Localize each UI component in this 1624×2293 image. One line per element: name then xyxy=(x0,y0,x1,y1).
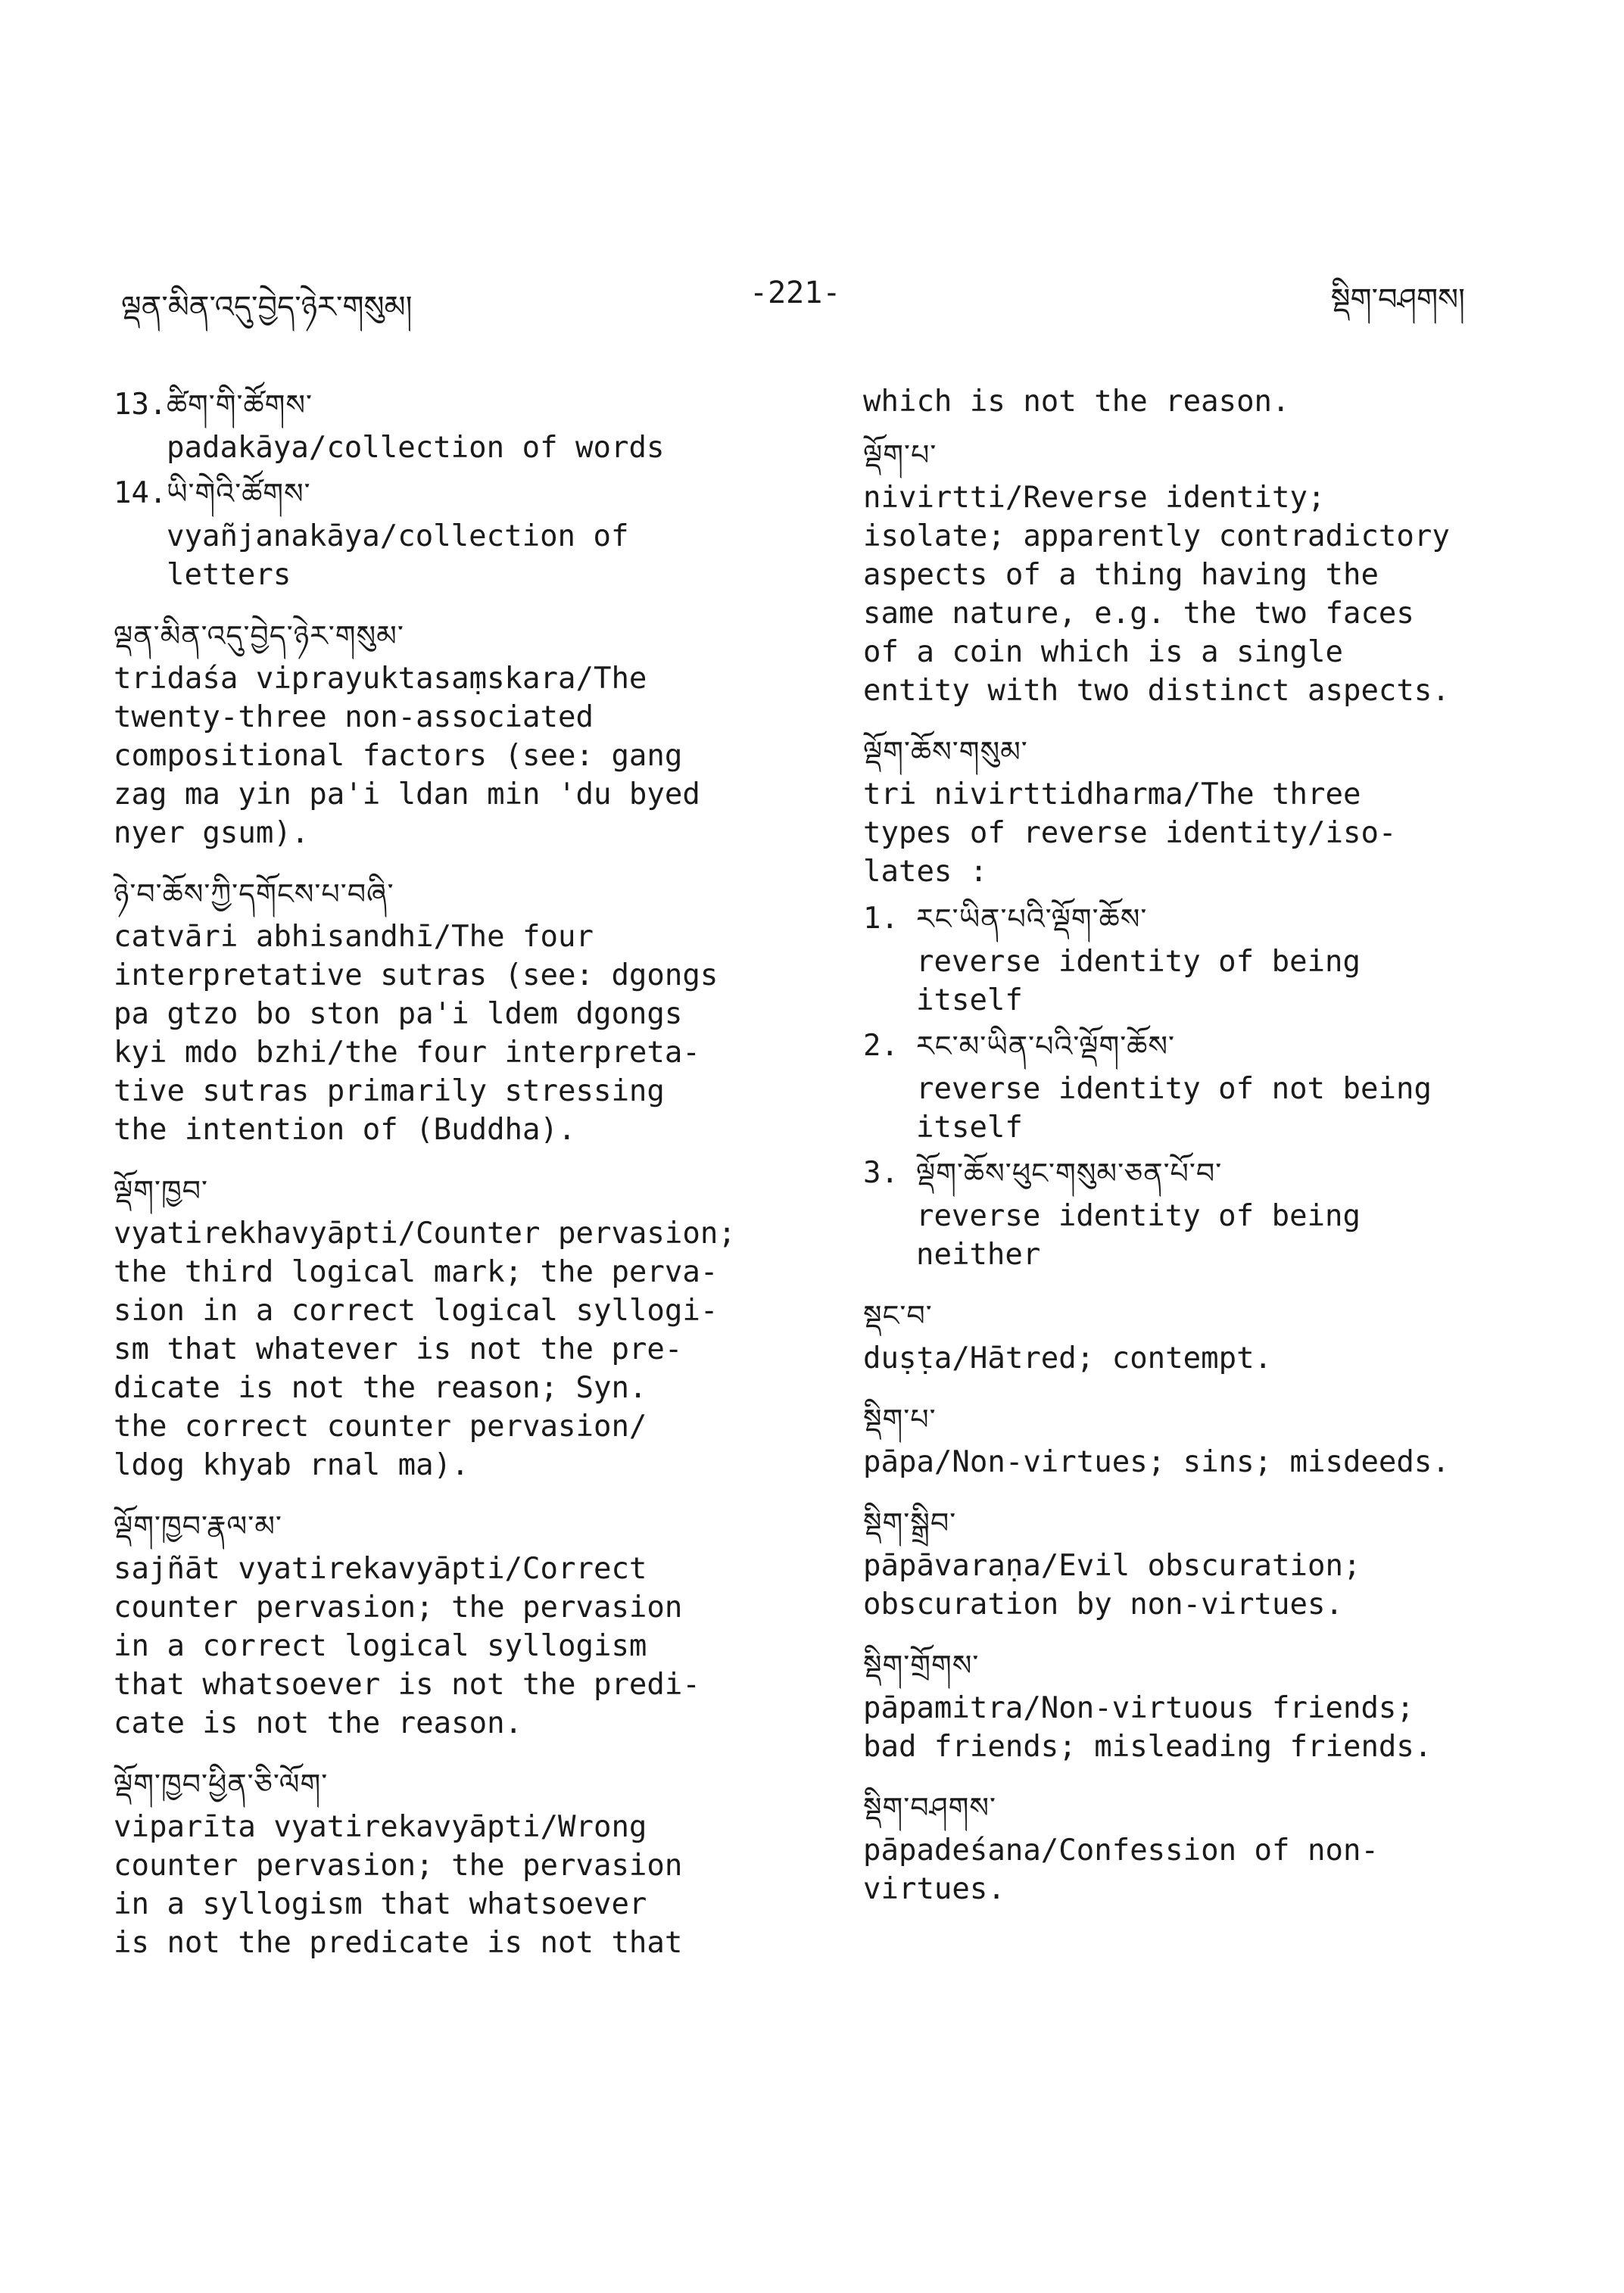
dictionary-entry xyxy=(863,728,1560,891)
tibetan-term: ལྡོག་ཁྱབ་ཕྱིན་ཅི་ལོག་ xyxy=(114,1768,329,1801)
dictionary-entry xyxy=(863,1396,1560,1481)
definition: viparīta vyatirekavyāpti/Wrong counter pervasion; the pervasion in a syllogism that whatsoever is not the predicate is not that xyxy=(114,1810,683,1960)
tibetan-term: སྡིག་སྒྲིབ་ xyxy=(863,1506,957,1540)
definition: pāpadeśana/Confession of non- virtues. xyxy=(863,1833,1379,1906)
list-item xyxy=(863,1023,1560,1147)
tibetan-term: སྡིག་པ་ xyxy=(863,1403,937,1436)
left-column xyxy=(114,379,810,1980)
tibetan-term: ལྡན་མིན་འདུ་བྱེད་ཉེར་གསུམ་ xyxy=(114,619,404,653)
list-item xyxy=(114,470,810,594)
tibetan-term: རང་ཡིན་པའི་ལྡོག་ཆོས་ xyxy=(916,902,1148,936)
definition: duṣṭa/Hātred; contempt. xyxy=(863,1341,1273,1375)
tibetan-term: སྡིག་བཤགས་ xyxy=(863,1791,996,1824)
definition: pāpāvaraṇa/Evil obscuration; obscuration by non-virtues. xyxy=(863,1549,1361,1622)
definition: reverse identity of being itself xyxy=(916,945,1361,1017)
right-column xyxy=(863,382,1560,1927)
definition: sajñāt vyatirekavyāpti/Correct counter pervasion; the pervasion in a correct logical syllogism that whatsoever is not the predi- cate is not the reason. xyxy=(114,1552,700,1740)
definition: nivirtti/Reverse identity; isolate; apparently contradictory aspects of a thing having the same nature, e.g. the two faces of a coin which is a single entity with two distinct aspects. xyxy=(863,481,1450,708)
dictionary-entry xyxy=(863,1642,1560,1766)
tibetan-term: སྡང་བ་ xyxy=(863,1299,933,1332)
dictionary-entry xyxy=(863,1292,1560,1378)
tibetan-term: ལྡོག་ཁྱབ་ xyxy=(114,1174,208,1207)
tibetan-term: ཚིག་གི་ཚོགས་ xyxy=(167,388,313,422)
definition: vyañjanakāya/collection of letters xyxy=(167,519,629,592)
definition: tridaśa viprayuktasaṃskara/The twenty-three non-associated compositional factors (see: gang zag ma yin pa'i ldan min 'du byed nyer gsum). xyxy=(114,662,700,850)
continued-text: which is not the reason. xyxy=(863,385,1290,419)
running-head-right: སྡིག་བཤགས། xyxy=(1330,282,1465,317)
tibetan-term: རང་མ་ཡིན་པའི་ལྡོག་ཆོས་ xyxy=(916,1030,1175,1063)
list-number: 2. xyxy=(863,1029,899,1063)
definition: reverse identity of being neither xyxy=(916,1199,1361,1272)
dictionary-entry xyxy=(114,871,810,1149)
tibetan-term: ལྡོག་ཁྱབ་རྣལ་མ་ xyxy=(114,1509,282,1543)
tibetan-term: ལྡོག་ཆོས་གསུམ་ xyxy=(863,735,1028,768)
numbered-list xyxy=(114,382,810,594)
definition: padakāya/collection of words xyxy=(167,431,665,465)
tibetan-term: ལྡོག་ཆོས་ཕུང་གསུམ་ཅན་པོ་བ་ xyxy=(916,1157,1223,1190)
page-header xyxy=(0,273,1624,326)
dictionary-entry xyxy=(114,1503,810,1743)
dictionary-entry xyxy=(863,1784,1560,1908)
dictionary-entry xyxy=(114,1761,810,1962)
definition: vyatirekhavyāpti/Counter pervasion; the third logical mark; the perva- sion in a correct logical syllogi- sm that whatever is not the pre- dicate is not the reason; Syn. the correct counter pervasion/ ldog khyab rnal ma). xyxy=(114,1217,736,1482)
list-item xyxy=(114,382,810,467)
numbered-list xyxy=(863,896,1560,1274)
dictionary-entry xyxy=(863,431,1560,710)
tibetan-term: སྡིག་གྲོགས་ xyxy=(863,1649,980,1682)
running-head-left: ལྡན་མིན་འདུ་བྱེད་ཉེར་གསུམ། xyxy=(121,290,413,325)
definition: pāpa/Non-virtues; sins; misdeeds. xyxy=(863,1445,1450,1479)
dictionary-entry xyxy=(114,612,810,852)
dictionary-entry xyxy=(114,1167,810,1485)
list-number: 13. xyxy=(114,388,167,422)
page-number: -221- xyxy=(750,276,841,310)
list-number: 1. xyxy=(863,902,899,936)
definition: tri nivirttidharma/The three types of reverse identity/iso- lates : xyxy=(863,777,1397,889)
list-item xyxy=(863,896,1560,1020)
definition: pāpamitra/Non-virtuous friends; bad friends; misleading friends. xyxy=(863,1691,1432,1764)
list-item xyxy=(863,1150,1560,1274)
definition: catvāri abhisandhī/The four interpretative sutras (see: dgongs pa gtzo bo ston pa'i ldem dgongs kyi mdo bzhi/the four interpreta- tive sutras primarily stressing the intention of (Buddha). xyxy=(114,920,718,1147)
dictionary-entry xyxy=(863,1500,1560,1624)
tibetan-term: ཡི་གེའི་ཚོགས་ xyxy=(167,477,311,510)
list-number: 3. xyxy=(863,1156,899,1190)
definition: reverse identity of not being itself xyxy=(916,1072,1432,1145)
tibetan-term: ལྡོག་པ་ xyxy=(863,438,937,472)
tibetan-term: ཉེ་བ་ཆོས་ཀྱི་དགོངས་པ་བཞི་ xyxy=(114,877,394,911)
list-number: 14. xyxy=(114,476,167,510)
